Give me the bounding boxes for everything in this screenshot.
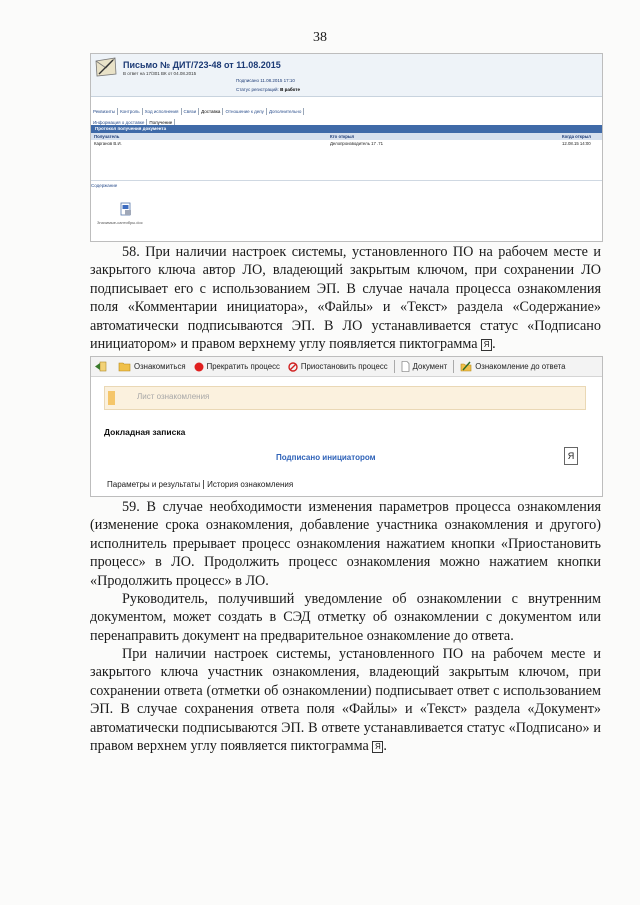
letter-subtabs xyxy=(91,111,175,125)
sheet-accent-mark xyxy=(108,391,115,405)
tab-additional[interactable]: Дополнительно xyxy=(267,108,304,115)
document-label: Документ xyxy=(412,362,448,371)
document-file-icon[interactable] xyxy=(119,202,133,216)
page-number: 38 xyxy=(313,30,327,45)
letter-tabs xyxy=(91,100,304,114)
signed-status: Подписано инициатором xyxy=(276,453,376,462)
tab-case-relation[interactable]: Отношение к делу xyxy=(223,108,267,115)
tab-familiarization-history[interactable]: История ознакомления xyxy=(203,480,296,489)
document-icon xyxy=(401,361,410,372)
paragraph-58: 58. При наличии настроек системы, установленного ПО на рабочем месте и закрытого ключа автор ЛО, владеющий закрытым ключом, при сохранении ЛО подписывает его с использованием ЭП. В случае начала процесса ознакомления поля «Комментарии инициатора», «Файлы» и «Текст» раздела «Содержание» автоматически подписываются ЭП. В ЛО устанавливается статус «Подписано инициатором» и правом верхнему углу появляется пиктограмма Я . xyxy=(90,244,601,353)
tab-links[interactable]: Связи xyxy=(182,108,200,115)
familiarize-before-answer-button[interactable] xyxy=(456,361,569,372)
cell-recipient: Карганов В.И. xyxy=(94,141,122,146)
attached-file-name[interactable]: Значимые-сантибры.doc xyxy=(97,220,143,225)
familiarization-sheet-screenshot xyxy=(90,356,603,497)
folder-icon xyxy=(118,361,131,372)
stop-process-label: Прекратить процесс xyxy=(206,362,280,371)
subtab-delivery-info[interactable]: Информация о доставке xyxy=(91,119,147,126)
familiarization-sheet-bar[interactable] xyxy=(104,386,586,410)
table-title: Протокол получения документа xyxy=(91,125,602,133)
signature-pictogram-icon: Я xyxy=(372,741,383,753)
letter-subtitle: В ответ на 17/301 ВК от 04.08.2015 xyxy=(123,71,197,76)
letter-header xyxy=(91,54,602,97)
pencil-folder-icon xyxy=(460,361,472,372)
signature-pictogram-icon: Я xyxy=(481,339,492,351)
paragraph-manager: Руководитель, получивший уведомление об ознакомлении с внутренним документом, может создать в СЭД отметку об ознакомлении с документом или перенаправить документ на предварительное ознакомление до ответа. xyxy=(90,591,601,644)
status-value: В работе xyxy=(280,87,300,92)
subtab-receipt[interactable]: Получение xyxy=(147,119,175,126)
column-opened-when[interactable]: Когда открыл xyxy=(562,134,591,139)
pause-process-button[interactable] xyxy=(284,362,392,372)
content-section-label: Содержание xyxy=(91,183,118,188)
sheet-label: Лист ознакомления xyxy=(137,392,210,401)
toolbar-separator xyxy=(394,360,395,373)
cell-opened-when: 12.08.15 14:00 xyxy=(562,141,591,146)
letter-card-screenshot xyxy=(90,53,603,242)
stop-process-button[interactable] xyxy=(190,362,284,372)
prohibit-icon xyxy=(288,362,298,372)
letter-signed-date: Подписано 11.08.2015 17:10 xyxy=(236,78,295,83)
sheet-tabs xyxy=(104,480,296,489)
toolbar-back-button[interactable] xyxy=(91,361,114,372)
table-header-row xyxy=(91,133,602,140)
section-divider xyxy=(91,180,602,181)
tab-delivery[interactable]: Доставка xyxy=(199,108,223,115)
document-button[interactable] xyxy=(397,361,452,372)
table-row[interactable] xyxy=(91,140,602,147)
paragraph-signing-answer: При наличии настроек системы, установленного ПО на рабочем месте и закрытого ключа участник ознакомления, владеющий закрытым ключом, при сохранении ответа (отметки об ознакомлении) подписывает ответ с использованием ЭП. В случае сохранения ответа поля «Файлы» и «Текст» раздела «Документ» автоматически подписываются ЭП. В ответе устанавливается статус «Подписано» и правом верхнем углу появляется пиктограмма Я . xyxy=(90,646,601,755)
letter-status xyxy=(236,87,300,92)
paragraph-58-text: 58. При наличии настроек системы, установленного ПО на рабочем месте и закрытого ключа автор ЛО, владеющий закрытым ключом, при сохранении ЛО подписывает его с использованием ЭП. В случае начала процесса ознакомления поля «Комментарии инициатора», «Файлы» и «Текст» раздела «Содержание» автоматически подписываются ЭП. В ЛО устанавливается статус «Подписано инициатором» и правом верхнему углу появляется пиктограмма xyxy=(90,244,601,353)
paragraph-signing-answer-text: При наличии настроек системы, установленного ПО на рабочем месте и закрытого ключа участник ознакомления, владеющий закрытым ключом, при сохранении ответа (отметки об ознакомлении) подписывает ответ с использованием ЭП. В случае сохранения ответа поля «Файлы» и «Текст» раздела «Документ» автоматически подписываются ЭП. В ответе устанавливается статус «Подписано» и правом верхнем углу появляется пиктограмма xyxy=(90,646,601,755)
tab-requisites[interactable]: Реквизиты xyxy=(91,108,118,115)
column-recipient[interactable]: Получатель xyxy=(94,134,120,139)
tab-parameters-results[interactable]: Параметры и результаты xyxy=(107,480,201,489)
toolbar-separator xyxy=(453,360,454,373)
stop-icon xyxy=(194,362,204,372)
tab-execution[interactable]: Ход исполнения xyxy=(143,108,182,115)
paragraph-59: 59. В случае необходимости изменения параметров процесса ознакомления (изменение срока ознакомления, добавление участника ознакомления и другого) исполнитель прерывает процесс ознакомления нажатием кнопки «Приостановить процесс» в ЛО. Продолжить процесс ознакомления можно нажатием кнопки «Продолжить процесс» в ЛО. xyxy=(90,499,601,589)
toolbar xyxy=(91,357,602,377)
column-opened-by[interactable]: Кто открыл xyxy=(330,134,355,139)
signature-pictogram-icon: Я xyxy=(564,447,578,465)
letter-envelope-icon xyxy=(95,57,117,77)
letter-title: Письмо № ДИТ/723-48 от 11.08.2015 xyxy=(123,60,281,70)
tab-control[interactable]: Контроль xyxy=(118,108,143,115)
familiarize-before-answer-label: Ознакомление до ответа xyxy=(475,362,566,371)
receipt-protocol-table xyxy=(91,125,602,147)
familiarize-button[interactable] xyxy=(114,361,190,372)
arrow-back-icon xyxy=(95,361,107,372)
document-heading: Докладная записка xyxy=(104,427,186,437)
status-label: Статус регистраций: xyxy=(236,87,279,92)
familiarize-label: Ознакомиться xyxy=(134,362,186,371)
pause-process-label: Приостановить процесс xyxy=(300,362,388,371)
cell-opened-by: Делопроизводитель 17 .71 xyxy=(330,141,384,146)
